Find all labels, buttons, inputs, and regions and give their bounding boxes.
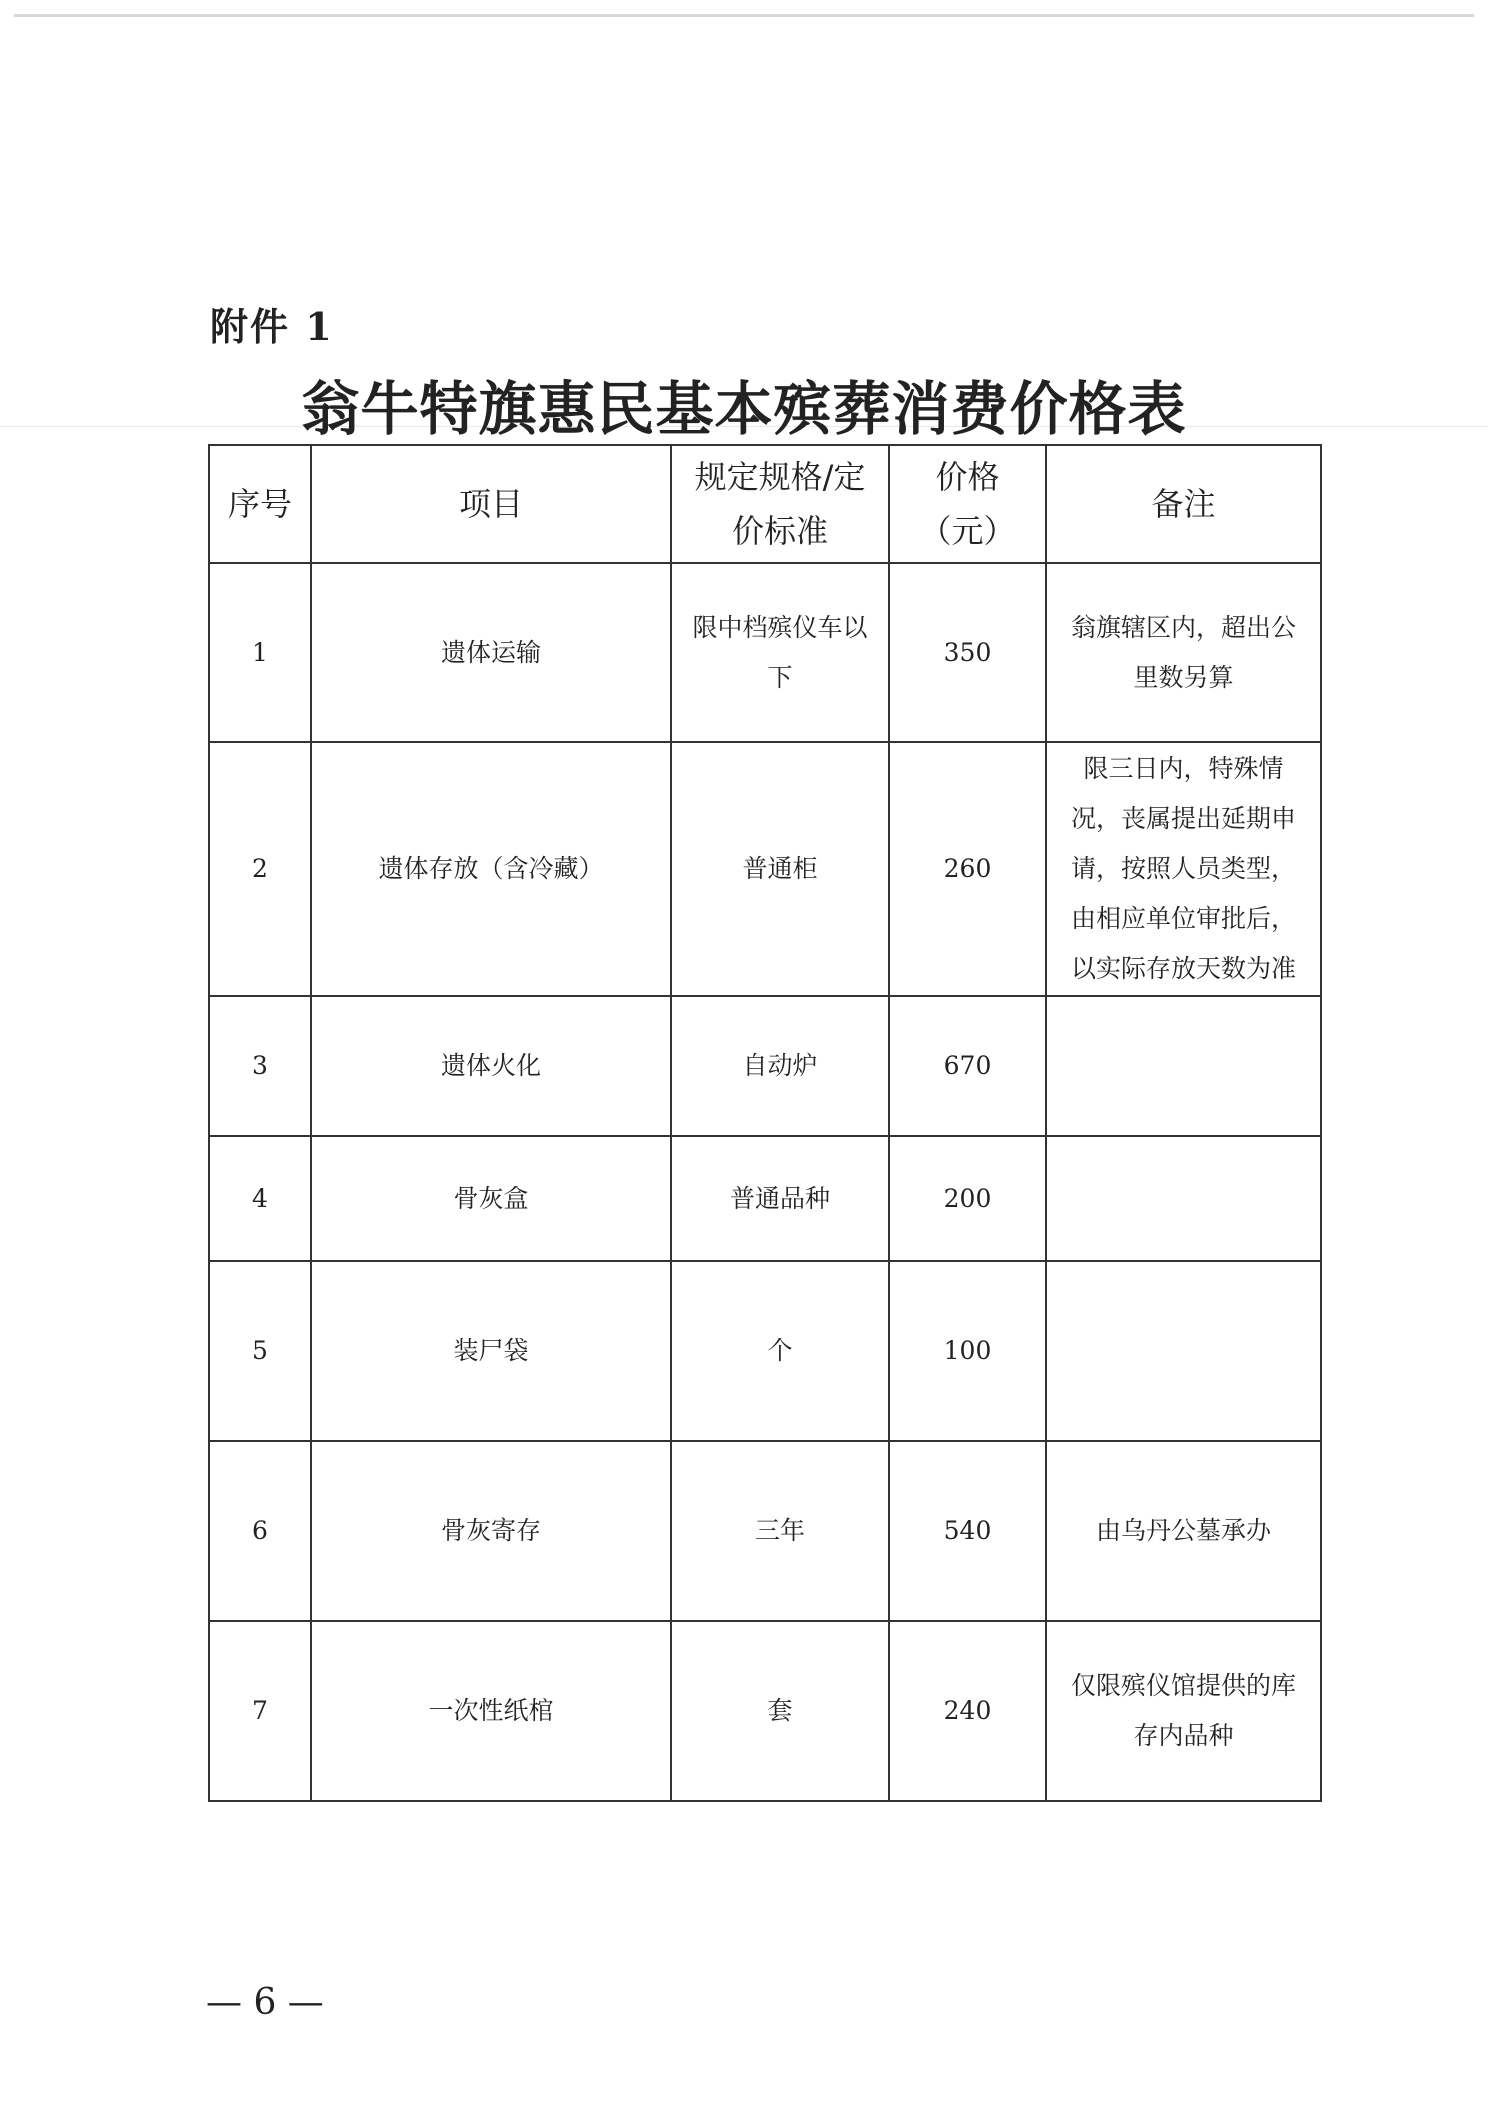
cell-note: 限三日内，特殊情况，丧属提出延期申请，按照人员类型，由相应单位审批后，以实际存放天数为准 bbox=[1046, 742, 1321, 996]
attachment-label: 附件 1 bbox=[210, 304, 334, 349]
cell-no: 2 bbox=[209, 742, 311, 996]
cell-price: 240 bbox=[889, 1621, 1046, 1801]
cell-price: 670 bbox=[889, 996, 1046, 1136]
cell-item: 一次性纸棺 bbox=[311, 1621, 671, 1801]
scan-border-line bbox=[14, 14, 1474, 17]
cell-price: 350 bbox=[889, 563, 1046, 742]
cell-note: 仅限殡仪馆提供的库存内品种 bbox=[1046, 1621, 1321, 1801]
cell-item: 遗体火化 bbox=[311, 996, 671, 1136]
cell-spec: 自动炉 bbox=[671, 996, 889, 1136]
cell-note bbox=[1046, 1261, 1321, 1441]
cell-item: 遗体存放（含冷藏） bbox=[311, 742, 671, 996]
table-row bbox=[209, 1441, 1321, 1621]
cell-spec: 普通柜 bbox=[671, 742, 889, 996]
table-row bbox=[209, 996, 1321, 1136]
table-header-row bbox=[209, 445, 1321, 563]
cell-note: 翁旗辖区内，超出公里数另算 bbox=[1046, 563, 1321, 742]
cell-price: 200 bbox=[889, 1136, 1046, 1261]
cell-no: 4 bbox=[209, 1136, 311, 1261]
cell-item: 装尸袋 bbox=[311, 1261, 671, 1441]
table-row bbox=[209, 1261, 1321, 1441]
price-table bbox=[208, 444, 1322, 1802]
header-price: 价格（元） bbox=[889, 445, 1046, 563]
cell-spec: 三年 bbox=[671, 1441, 889, 1621]
document-title: 翁牛特旗惠民基本殡葬消费价格表 bbox=[301, 375, 1187, 443]
cell-item: 骨灰盒 bbox=[311, 1136, 671, 1261]
cell-no: 7 bbox=[209, 1621, 311, 1801]
cell-no: 6 bbox=[209, 1441, 311, 1621]
table-row bbox=[209, 1136, 1321, 1261]
table-row bbox=[209, 1621, 1321, 1801]
cell-spec: 个 bbox=[671, 1261, 889, 1441]
header-note: 备注 bbox=[1046, 445, 1321, 563]
cell-price: 100 bbox=[889, 1261, 1046, 1441]
cell-note bbox=[1046, 996, 1321, 1136]
table-row bbox=[209, 742, 1321, 996]
cell-spec: 普通品种 bbox=[671, 1136, 889, 1261]
header-spec: 规定规格/定价标准 bbox=[671, 445, 889, 563]
cell-no: 1 bbox=[209, 563, 311, 742]
page-number: — 6 — bbox=[206, 1982, 324, 2023]
cell-note: 由乌丹公墓承办 bbox=[1046, 1441, 1321, 1621]
cell-spec: 套 bbox=[671, 1621, 889, 1801]
table-row bbox=[209, 563, 1321, 742]
header-no: 序号 bbox=[209, 445, 311, 563]
cell-spec: 限中档殡仪车以下 bbox=[671, 563, 889, 742]
cell-price: 260 bbox=[889, 742, 1046, 996]
cell-price: 540 bbox=[889, 1441, 1046, 1621]
cell-no: 3 bbox=[209, 996, 311, 1136]
cell-no: 5 bbox=[209, 1261, 311, 1441]
cell-item: 骨灰寄存 bbox=[311, 1441, 671, 1621]
cell-note bbox=[1046, 1136, 1321, 1261]
header-item: 项目 bbox=[311, 445, 671, 563]
cell-item: 遗体运输 bbox=[311, 563, 671, 742]
